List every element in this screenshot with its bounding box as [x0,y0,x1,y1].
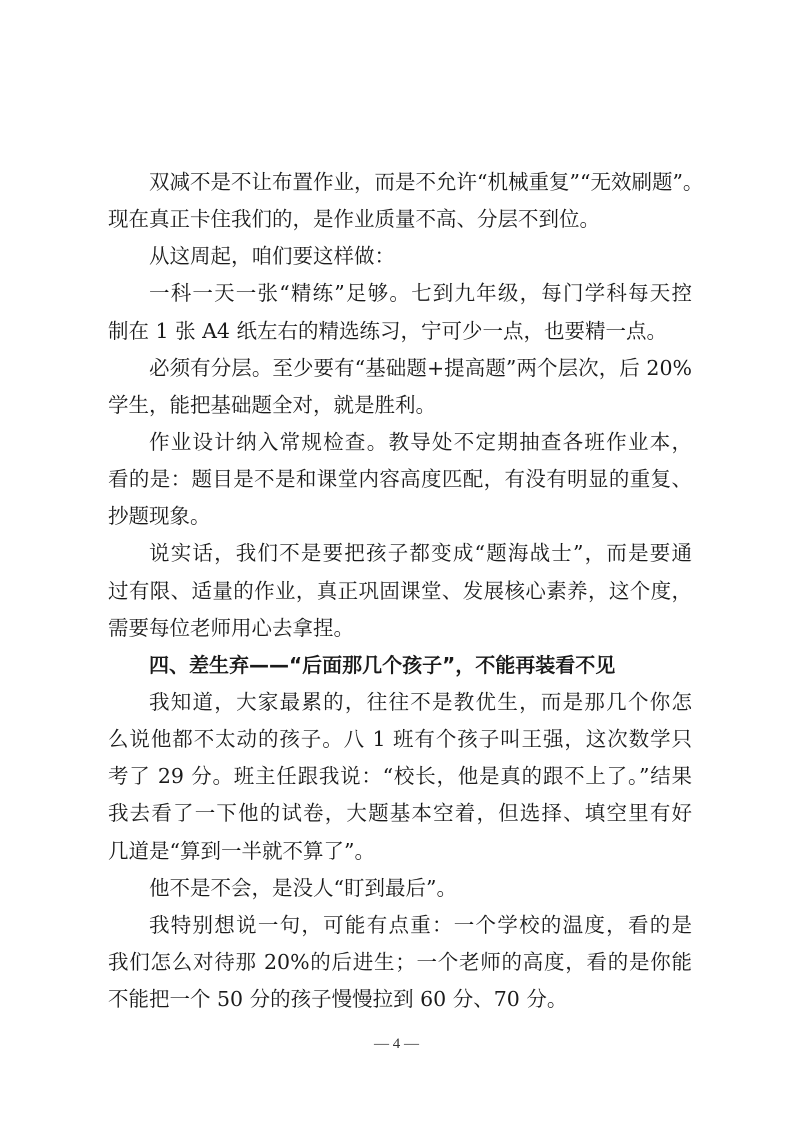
paragraph-line: 制在 1 张 A4 纸左右的精选练习，宁可少一点，也要精一点。 [108,318,667,343]
paragraph-line: 需要每位老师用心去拿捏。 [108,615,354,640]
paragraph-line: 么说他都不太动的孩子。八 1 班有个孩子叫王强，这次数学只 [108,727,692,752]
paragraph-line: 他不是不会，是没人“盯到最后”。 [149,875,457,900]
paragraph-line: 双减不是不让布置作业，而是不允许“机械重复”“无效刷题”。 [149,170,704,194]
paragraph-line: 我知道，大家最累的，往往不是教优生，而是那几个你怎 [149,689,692,714]
paragraph-line: 作业设计纳入常规检查。教导处不定期抽查各班作业本， [149,429,692,454]
paragraph-line: 学生，能把基础题全对，就是胜利。 [108,392,436,417]
paragraph-line: 我去看了一下他的试卷，大题基本空着，但选择、填空里有好 [108,801,692,826]
paragraph-line: 必须有分层。至少要有“基础题+提高题”两个层次，后 20% [149,355,692,380]
paragraph-line: 现在真正卡住我们的，是作业质量不高、分层不到位。 [108,207,600,232]
section-heading: 四、差生弃——“后面那几个孩子”，不能再装看不见 [149,652,616,677]
paragraph-line: 一科一天一张“精练”足够。七到九年级，每门学科每天控 [149,281,692,306]
paragraph-line: 抄题现象。 [108,504,211,529]
paragraph-line: 考了 29 分。班主任跟我说：“校长，他是真的跟不上了。”结果 [108,764,692,789]
paragraph-line: 我特别想说一句，可能有点重：一个学校的温度，看的是 [149,912,692,937]
body-text [108,164,704,1018]
paragraph-line: 几道是“算到一半就不算了”。 [108,838,375,863]
paragraph-line: 过有限、适量的作业，真正巩固课堂、发展核心素养，这个度， [108,578,692,603]
paragraph-line: 看的是：题目是不是和课堂内容高度匹配，有没有明显的重复、 [108,467,692,492]
paragraph-line: 不能把一个 50 分的孩子慢慢拉到 60 分、70 分。 [108,987,568,1012]
page-number: — 4 — [374,1036,419,1052]
paragraph-line: 说实话，我们不是要把孩子都变成“题海战士”，而是要通 [149,541,692,566]
paragraph-line: 从这周起，咱们要这样做： [149,244,395,269]
paragraph-line: 我们怎么对待那 20%的后进生；一个老师的高度，看的是你能 [108,949,692,974]
